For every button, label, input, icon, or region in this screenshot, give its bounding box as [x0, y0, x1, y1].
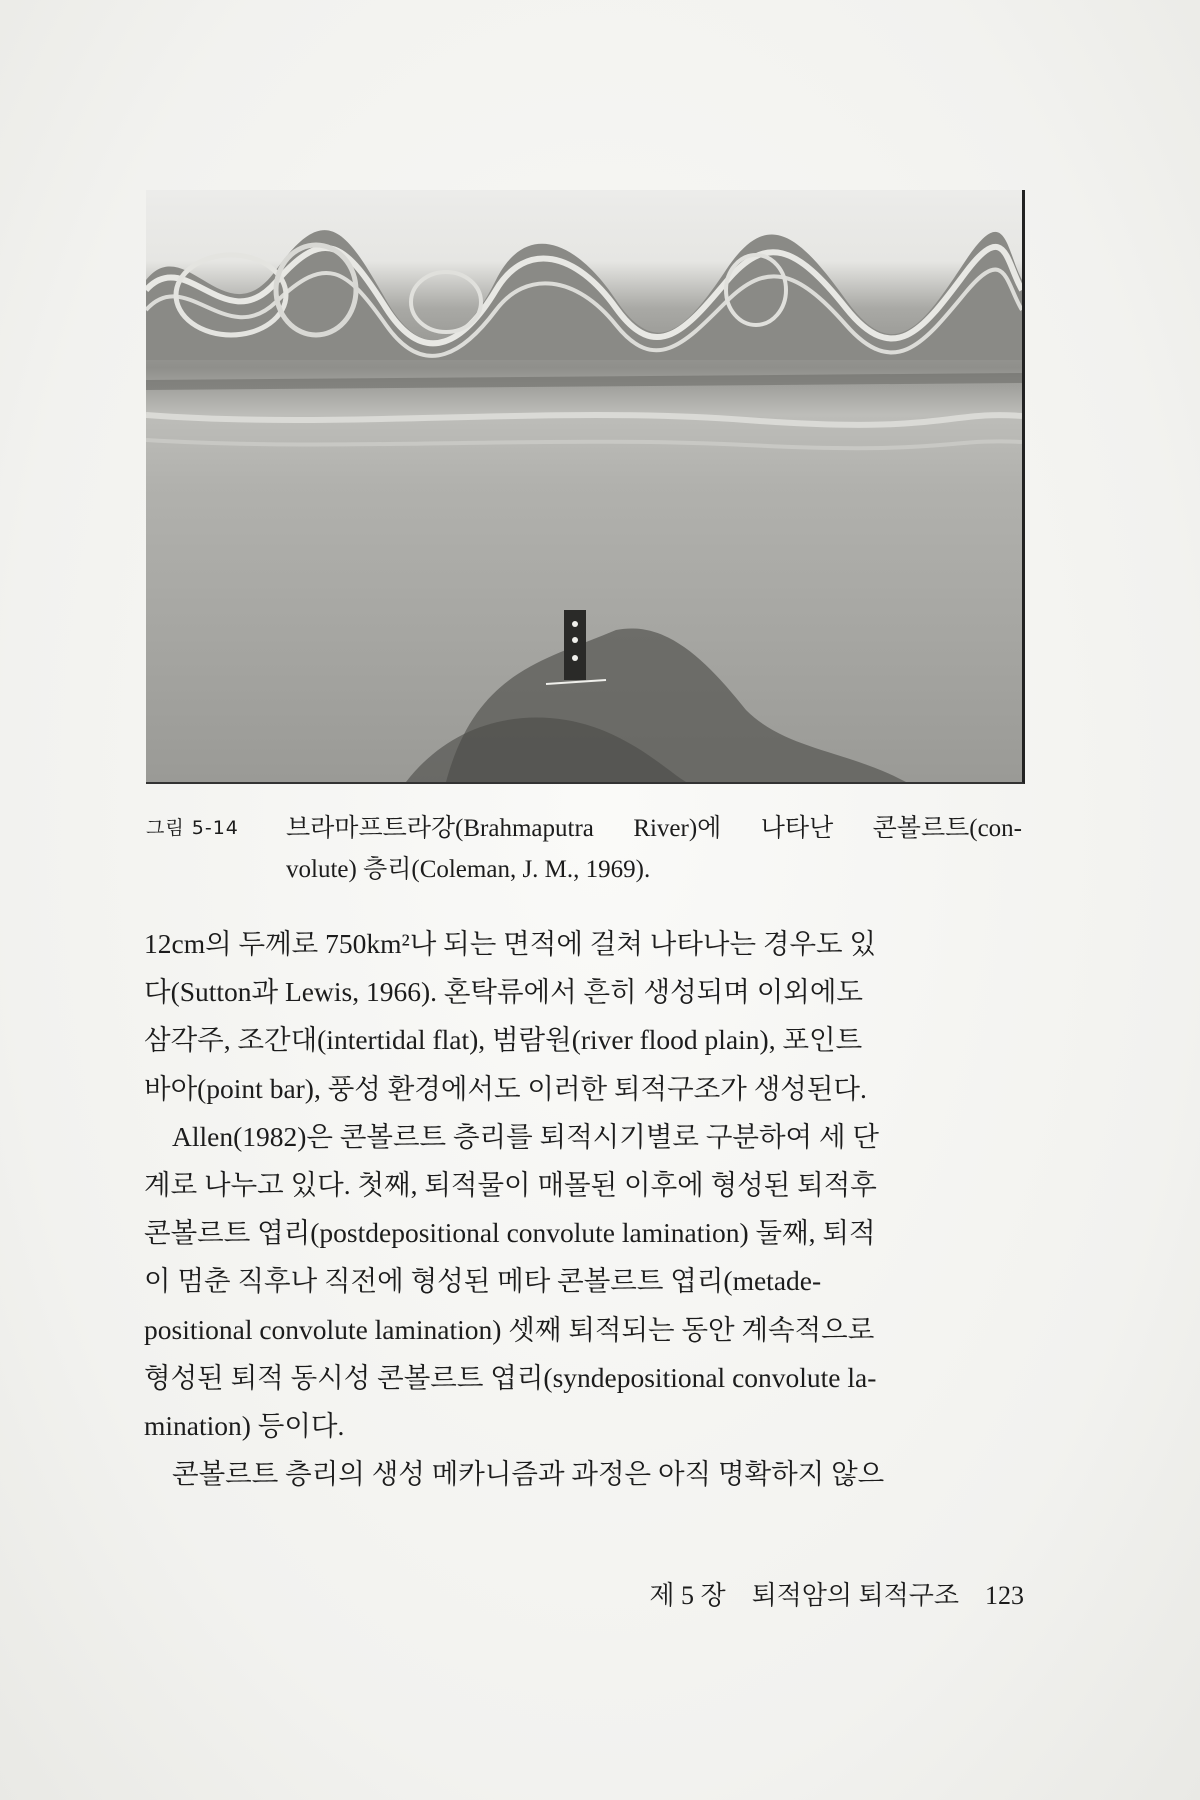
text-line: 12cm의 두께로 750km²나 되는 면적에 걸쳐 나타나는 경우도 있 [144, 928, 877, 959]
text-line: 형성된 퇴적 동시성 콘볼르트 엽리(syndepositional convolute la- [144, 1361, 877, 1393]
figure-caption [146, 808, 1022, 890]
page-footer [600, 1575, 1024, 1612]
text-line: 콘볼르트 엽리(postdepositional convolute lamination) 둘째, 퇴적 [144, 1217, 876, 1249]
footer-chapter-title: 퇴적암의 퇴적구조 [751, 1581, 959, 1610]
text-line: 삼각주, 조간대(intertidal flat), 범람원(river flood plain), 포인트 [144, 1024, 863, 1056]
body-paragraphs [144, 920, 1024, 1498]
text-line: 바아(point bar), 풍성 환경에서도 이러한 퇴적구조가 생성된다. [144, 1072, 867, 1104]
text-line: positional convolute lamination) 셋째 퇴적되는 동안 계속적으로 [144, 1313, 875, 1345]
text-line: 콘볼르트 층리의 생성 메카니즘과 과정은 아직 명확하지 않으 [172, 1458, 885, 1490]
caption-text-line1: 브라마프트라강(Brahmaputra River)에 나타난 콘볼르트(con- [286, 815, 1022, 842]
page-number: 123 [985, 1581, 1024, 1610]
text-line: 이 멈춘 직후나 직전에 형성된 메타 콘볼르트 엽리(metade- [144, 1265, 822, 1297]
caption-text-line2: volute) 층리(Coleman, J. M., 1969). [286, 856, 651, 883]
text-line: Allen(1982)은 콘볼르트 층리를 퇴적시기별로 구분하여 세 단 [172, 1120, 879, 1152]
footer-chapter: 제 5 장 [649, 1581, 726, 1610]
text-line: mination) 등이다. [144, 1409, 345, 1441]
text-line: 다(Sutton과 Lewis, 1966). 혼탁류에서 흔히 생성되며 이외에도 [144, 976, 863, 1008]
text-line: 계로 나누고 있다. 첫째, 퇴적물이 매몰된 이후에 형성된 퇴적후 [144, 1168, 877, 1200]
sediment-photo-graphic [146, 190, 1022, 782]
caption-label: 그림 5-14 [146, 817, 239, 839]
figure-photo [146, 190, 1025, 784]
